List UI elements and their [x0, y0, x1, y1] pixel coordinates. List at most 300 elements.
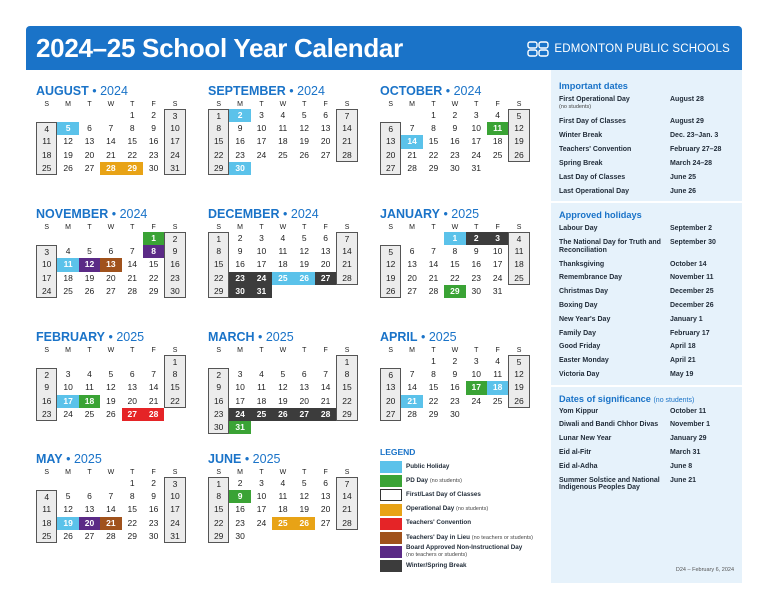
day-cell: 6: [301, 369, 307, 380]
weekday-label: F: [151, 347, 156, 354]
month-separator: •: [254, 330, 266, 344]
footer-note: D24 – February 6, 2024: [675, 567, 734, 573]
day-cell: 10: [256, 123, 267, 134]
date-row: [551, 463, 742, 471]
day-cell: 23: [235, 517, 245, 528]
weekday-label: W: [107, 224, 115, 231]
weekday-label: T: [87, 469, 92, 476]
day-cell: 4: [508, 232, 529, 245]
legend-item: [380, 517, 550, 531]
day-cell: [100, 109, 121, 122]
day-cell: [57, 477, 78, 490]
day-cell: 19: [508, 381, 529, 394]
day-cell: 12: [63, 504, 73, 515]
month-separator: •: [417, 330, 429, 344]
day-cell: 13: [84, 504, 95, 515]
day-cell: [423, 232, 444, 245]
date-label: [559, 330, 670, 338]
day-cell: 5: [301, 233, 307, 243]
day-cell: 6: [87, 491, 92, 502]
date-label: [559, 435, 670, 443]
day-cell: 6: [323, 110, 329, 120]
day-cell: 22: [428, 395, 439, 406]
date-value: June 25: [670, 173, 697, 181]
day-cell: 12: [79, 258, 100, 271]
day-cell: 8: [164, 368, 185, 381]
day-cell: 26: [272, 408, 293, 421]
date-value: September 2: [670, 225, 713, 233]
weekday-label: F: [151, 101, 156, 108]
day-cell: 12: [508, 368, 529, 381]
date-label: [559, 118, 670, 126]
weekday-label: T: [431, 347, 436, 354]
month-title: [36, 330, 186, 344]
month-title: [36, 207, 186, 221]
date-value: February 27–28: [670, 145, 722, 153]
day-cell: 15: [428, 136, 439, 147]
day-cell: 16: [450, 382, 460, 393]
day-cell: [487, 408, 508, 421]
day-cell: 31: [229, 421, 250, 434]
date-label: [559, 463, 670, 471]
day-cell: 26: [294, 517, 315, 530]
date-label-text: Good Friday: [559, 343, 601, 351]
weekday-label: T: [130, 224, 135, 231]
weekday-label: T: [474, 224, 479, 231]
day-cell: 11: [278, 123, 288, 134]
day-cell: [57, 232, 78, 245]
day-cell: 27: [380, 408, 401, 421]
legend-swatch: [380, 461, 402, 473]
day-cell: 13: [299, 382, 309, 393]
dates-of-significance-note: (no students): [653, 396, 695, 404]
month-title: [380, 207, 530, 221]
day-cell: [401, 355, 422, 368]
month-name: MARCH: [208, 330, 255, 344]
weekday-label: S: [216, 469, 222, 476]
legend-label: [406, 535, 533, 542]
day-cell: [336, 530, 357, 543]
day-cell: 25: [492, 149, 503, 160]
date-value: Dec. 23–Jan. 3: [670, 131, 719, 139]
day-cell: 15: [208, 258, 229, 271]
day-cell: [508, 162, 529, 175]
day-cell: 13: [320, 246, 331, 257]
day-cell: 7: [323, 369, 329, 380]
day-cell: 21: [428, 272, 439, 283]
day-cell: 15: [208, 503, 229, 516]
day-cell: 28: [336, 272, 357, 285]
day-cell: 11: [85, 382, 94, 393]
day-cell: 4: [65, 246, 71, 257]
date-label-text: Lunar New Year: [559, 435, 612, 443]
date-value: June 26: [670, 187, 697, 195]
day-cell: 5: [301, 110, 307, 120]
day-cell: 1: [431, 110, 436, 120]
day-cell: 17: [256, 504, 267, 515]
date-label: [559, 316, 670, 324]
day-cell: 6: [108, 246, 114, 257]
important-dates-title: Important dates: [559, 81, 628, 91]
weekday-label: S: [172, 101, 178, 108]
day-cell: 8: [431, 369, 436, 380]
date-label-text: Boxing Day: [559, 301, 598, 309]
weekday-label: M: [409, 101, 415, 108]
weekday-label: M: [409, 347, 415, 354]
date-label-text: Eid al-Fitr: [559, 449, 592, 457]
day-cell: [401, 109, 422, 122]
day-cell: 24: [256, 149, 267, 160]
day-cell: 22: [208, 272, 229, 285]
day-cell: 7: [336, 477, 357, 490]
date-value: November 1: [670, 421, 711, 429]
day-cell: 2: [36, 368, 57, 381]
day-cell: 11: [257, 382, 266, 393]
date-row: [551, 302, 742, 310]
legend-item: [380, 503, 550, 517]
legend-item: [380, 460, 550, 474]
day-cell: 7: [336, 109, 357, 122]
day-cell: [315, 530, 336, 543]
weekday-label: S: [172, 469, 178, 476]
date-row: [551, 330, 742, 338]
month-year: 2025: [451, 207, 480, 221]
day-cell: 19: [106, 395, 116, 406]
legend-note: (no teachers or students): [471, 534, 533, 541]
day-cell: 16: [148, 136, 159, 147]
day-cell: 28: [143, 408, 164, 421]
day-cell: 29: [122, 162, 143, 175]
day-cell: 30: [164, 285, 185, 298]
date-value: May 19: [670, 370, 694, 378]
day-cell: 5: [65, 491, 71, 502]
day-cell: 14: [407, 382, 417, 393]
day-cell: 2: [151, 478, 157, 488]
day-cell: 11: [57, 258, 78, 271]
dates-of-significance-list: [551, 408, 742, 492]
date-row: [551, 239, 742, 254]
month-year: 2025: [73, 452, 102, 466]
date-value: October 14: [670, 260, 707, 268]
date-row: [551, 188, 742, 196]
month-grid: [380, 223, 530, 298]
day-cell: 15: [428, 382, 439, 393]
day-cell: 27: [106, 285, 116, 296]
day-cell: 4: [87, 369, 92, 380]
month-separator: •: [104, 330, 117, 344]
day-cell: 24: [471, 395, 481, 406]
date-value: April 18: [670, 343, 696, 351]
day-cell: 14: [148, 382, 159, 393]
date-label: [559, 96, 670, 111]
weekday-label: T: [87, 224, 92, 231]
day-cell: 10: [256, 246, 267, 257]
date-label: [559, 408, 670, 416]
date-label-text: Christmas Day: [559, 288, 609, 296]
weekday-label: S: [388, 224, 394, 231]
weekday-label: W: [279, 101, 287, 108]
day-cell: 8: [129, 123, 135, 134]
day-cell: 7: [409, 123, 415, 134]
day-cell: 4: [280, 110, 286, 120]
weekday-label: M: [65, 101, 71, 108]
day-cell: 30: [471, 285, 481, 296]
month-year: 2025: [265, 330, 294, 344]
date-label-text: Eid al-Adha: [559, 462, 598, 470]
day-cell: 26: [380, 285, 401, 298]
day-cell: 8: [452, 246, 458, 257]
day-cell: 14: [336, 245, 357, 258]
day-cell: 4: [280, 233, 286, 243]
month-name: APRIL: [380, 330, 418, 344]
date-label: [559, 357, 670, 365]
day-cell: 17: [256, 136, 267, 147]
legend-swatch: [380, 489, 402, 501]
date-value: December 26: [670, 301, 714, 309]
day-cell: 3: [473, 110, 479, 120]
day-cell: 11: [278, 491, 288, 502]
month-april: [380, 330, 530, 421]
day-cell: 2: [452, 356, 458, 366]
day-cell: 10: [36, 258, 57, 271]
day-cell: 14: [401, 135, 422, 148]
weekday-label: M: [237, 469, 243, 476]
day-cell: 20: [407, 272, 417, 283]
day-cell: [36, 109, 57, 122]
month-september: [208, 84, 358, 175]
day-cell: 12: [380, 258, 401, 271]
day-cell: 19: [63, 149, 73, 160]
approved-holidays-list: [551, 225, 742, 378]
month-year: 2024: [100, 84, 128, 98]
day-cell: 13: [380, 135, 401, 148]
day-cell: 25: [278, 149, 288, 160]
day-cell: 2: [151, 110, 157, 120]
weekday-label: T: [87, 347, 92, 354]
weekday-label: W: [279, 347, 287, 354]
day-cell: 13: [127, 382, 137, 393]
date-row: [551, 357, 742, 365]
day-cell: [122, 355, 143, 368]
legend-label: [406, 478, 462, 485]
legend-title: LEGEND: [380, 447, 416, 457]
weekday-label: S: [44, 347, 50, 354]
day-cell: 24: [63, 408, 73, 419]
month-grid: [380, 346, 530, 421]
date-label-text: Teachers' Convention: [559, 145, 632, 153]
month-separator: •: [279, 207, 291, 221]
day-cell: 8: [208, 122, 229, 135]
date-label-text: Family Day: [559, 329, 596, 337]
day-cell: 18: [278, 259, 288, 270]
day-cell: 25: [492, 395, 503, 406]
day-cell: 18: [487, 381, 508, 394]
day-cell: 21: [127, 272, 137, 283]
day-cell: 12: [63, 136, 73, 147]
day-cell: 6: [87, 123, 92, 134]
legend-label: [406, 492, 481, 499]
day-cell: 21: [336, 258, 357, 271]
day-cell: [122, 232, 143, 245]
day-cell: 2: [164, 232, 185, 245]
day-cell: 2: [208, 368, 229, 381]
day-cell: 1: [431, 356, 436, 366]
day-cell: [380, 109, 401, 122]
day-cell: 22: [208, 517, 229, 530]
date-value: January 29: [670, 435, 707, 443]
day-cell: 20: [299, 395, 309, 406]
weekday-label: W: [279, 224, 287, 231]
day-cell: 6: [323, 233, 329, 243]
day-cell: 27: [380, 162, 401, 175]
day-cell: 13: [84, 136, 95, 147]
day-cell: 20: [320, 259, 331, 270]
day-cell: 7: [431, 246, 436, 257]
day-cell: 19: [299, 259, 309, 270]
date-label-text: Summer Solstice and National Indigenous Peoples Day: [559, 476, 660, 492]
date-row: [551, 477, 742, 492]
month-october: [380, 84, 530, 175]
legend-note: (no students): [429, 477, 462, 484]
day-cell: [466, 408, 487, 421]
date-label-text: Remembrance Day: [559, 274, 623, 282]
day-cell: 4: [495, 356, 501, 366]
day-cell: 8: [208, 490, 229, 503]
day-cell: 23: [471, 272, 481, 283]
day-cell: [380, 232, 401, 245]
weekday-label: F: [323, 101, 328, 108]
day-cell: 3: [259, 233, 264, 243]
day-cell: 16: [148, 504, 159, 515]
day-cell: 10: [235, 382, 245, 393]
day-cell: 17: [164, 503, 185, 516]
weekday-label: S: [216, 101, 222, 108]
day-cell: [100, 355, 121, 368]
weekday-label: T: [474, 101, 479, 108]
day-cell: 14: [336, 122, 357, 135]
date-label: [559, 132, 670, 140]
month-name: NOVEMBER: [36, 207, 109, 221]
weekday-label: S: [388, 101, 394, 108]
weekday-label: T: [431, 224, 436, 231]
day-cell: 29: [444, 285, 465, 298]
date-value: August 28: [670, 96, 704, 103]
month-name: FEBRUARY: [36, 330, 105, 344]
date-value: June 21: [670, 476, 697, 484]
approved-holidays-title: Approved holidays: [559, 210, 642, 221]
day-cell: 26: [508, 149, 529, 162]
day-cell: 14: [106, 136, 116, 147]
legend-item: [380, 531, 550, 545]
date-row: [551, 449, 742, 457]
day-cell: 4: [259, 369, 264, 380]
day-cell: 10: [256, 491, 267, 502]
legend-label-text: Public Holiday: [406, 462, 450, 470]
date-label-text: Last Operational Day: [559, 187, 630, 195]
day-cell: [294, 421, 315, 434]
day-cell: 9: [237, 123, 243, 134]
day-cell: 14: [127, 259, 137, 270]
day-cell: 11: [508, 245, 529, 258]
day-cell: 17: [471, 136, 481, 147]
date-value: October 11: [670, 407, 707, 415]
month-grid: [36, 468, 186, 543]
date-value: January 1: [670, 315, 703, 323]
day-cell: 9: [208, 381, 229, 394]
weekday-label: T: [130, 469, 135, 476]
day-cell: 10: [164, 490, 185, 503]
day-cell: 25: [272, 517, 293, 530]
day-cell: 13: [320, 491, 331, 502]
legend-item: [380, 488, 550, 502]
month-grid: [36, 223, 186, 298]
day-cell: 9: [164, 245, 185, 258]
day-cell: 23: [164, 272, 185, 285]
day-cell: 4: [495, 110, 501, 120]
date-label: [559, 239, 670, 254]
day-cell: 14: [320, 382, 331, 393]
day-cell: 26: [63, 162, 73, 173]
legend-note: (no teachers or students): [406, 552, 468, 559]
day-cell: 22: [164, 395, 185, 408]
day-cell: 21: [320, 395, 331, 406]
weekday-label: T: [302, 469, 307, 476]
weekday-label: T: [302, 224, 307, 231]
date-row: [551, 274, 742, 282]
day-cell: 18: [256, 395, 267, 406]
legend-label: [406, 520, 471, 527]
day-cell: 8: [431, 123, 436, 134]
date-label-text: Last Day of Classes: [559, 173, 626, 181]
day-cell: 26: [106, 408, 116, 419]
day-cell: [294, 355, 315, 368]
month-december: [208, 207, 358, 298]
day-cell: 22: [336, 395, 357, 408]
weekday-label: M: [237, 347, 243, 354]
day-cell: 21: [407, 149, 417, 160]
date-value: September 30: [670, 239, 716, 247]
day-cell: 18: [63, 272, 73, 283]
day-cell: 11: [36, 135, 57, 148]
date-row: [551, 160, 742, 168]
month-title: [380, 84, 530, 98]
day-cell: 19: [299, 504, 309, 515]
day-cell: 16: [235, 504, 245, 515]
day-cell: 4: [280, 478, 286, 488]
day-cell: 5: [57, 122, 78, 135]
date-value: December 25: [670, 288, 714, 296]
day-cell: 26: [299, 149, 309, 160]
day-cell: 21: [401, 395, 422, 408]
day-cell: 22: [208, 149, 229, 162]
day-cell: 9: [452, 123, 458, 134]
month-title: [208, 207, 358, 221]
day-cell: 5: [508, 355, 529, 368]
month-separator: •: [241, 452, 253, 466]
date-label: [559, 343, 670, 351]
day-cell: 19: [508, 135, 529, 148]
day-cell: 28: [315, 408, 336, 421]
day-cell: 4: [36, 122, 57, 135]
date-label: [559, 477, 670, 492]
day-cell: 11: [493, 369, 503, 380]
day-cell: [251, 355, 272, 368]
month-grid: [208, 468, 358, 543]
weekday-label: F: [323, 347, 328, 354]
weekday-label: S: [172, 347, 178, 354]
day-cell: 22: [127, 149, 137, 160]
month-grid: [208, 346, 358, 434]
